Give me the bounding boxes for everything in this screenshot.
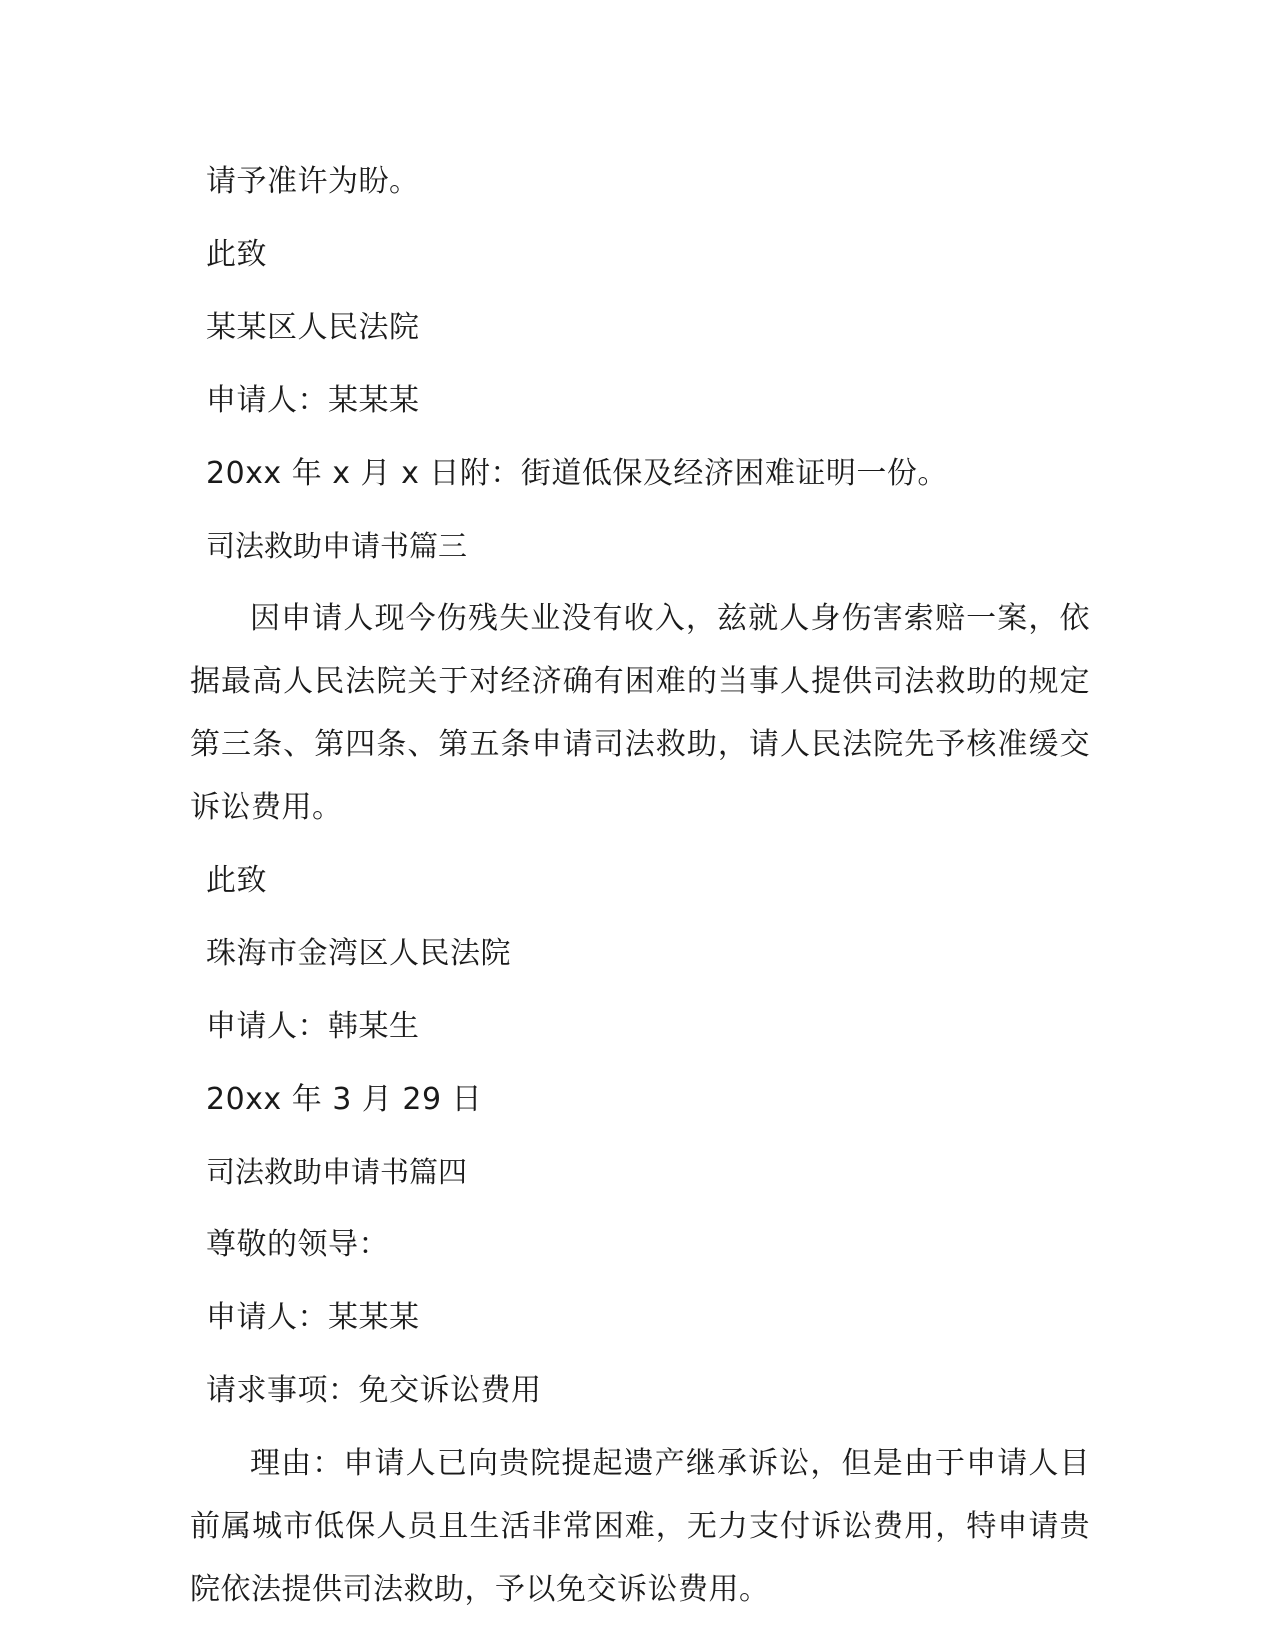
- paragraph-applicant-2: 申请人：韩某生: [206, 1009, 420, 1044]
- document-body: [190, 150, 1090, 1621]
- paragraph-salutation-cizhi-2: 此致: [206, 863, 267, 898]
- paragraph-greeting-leader: 尊敬的领导：: [206, 1227, 389, 1262]
- paragraph-date-and-attachment-1: 20xx 年 x 月 x 日附：街道低保及经济困难证明一份。: [206, 456, 948, 491]
- section-heading-part-four: 司法救助申请书篇四: [206, 1155, 468, 1189]
- paragraph-applicant-1: 申请人：某某某: [206, 383, 420, 418]
- paragraph-closing-request: 请予准许为盼。: [206, 164, 420, 199]
- paragraph-court-name-1: 某某区人民法院: [206, 310, 420, 345]
- paragraph-applicant-3: 申请人：某某某: [206, 1300, 420, 1335]
- section-heading-part-three: 司法救助申请书篇三: [206, 529, 468, 563]
- paragraph-reason-part-three: 因申请人现今伤残失业没有收入，兹就人身伤害索赔一案，依据最高人民法院关于对经济确有困难的当事人提供司法救助的规定第三条、第四条、第五条申请司法救助，请人民法院先予核准缓交诉讼费用。: [190, 601, 1090, 825]
- paragraph-date-2: 20xx 年 3 月 29 日: [206, 1082, 483, 1117]
- paragraph-reason-part-four: 理由：申请人已向贵院提起遗产继承诉讼，但是由于申请人目前属城市低保人员且生活非常困难，无力支付诉讼费用，特申请贵院依法提供司法救助，予以免交诉讼费用。: [190, 1446, 1090, 1607]
- paragraph-court-name-2: 珠海市金湾区人民法院: [206, 936, 511, 971]
- paragraph-request-items: 请求事项：免交诉讼费用: [206, 1373, 542, 1408]
- paragraph-salutation-cizhi-1: 此致: [206, 237, 267, 272]
